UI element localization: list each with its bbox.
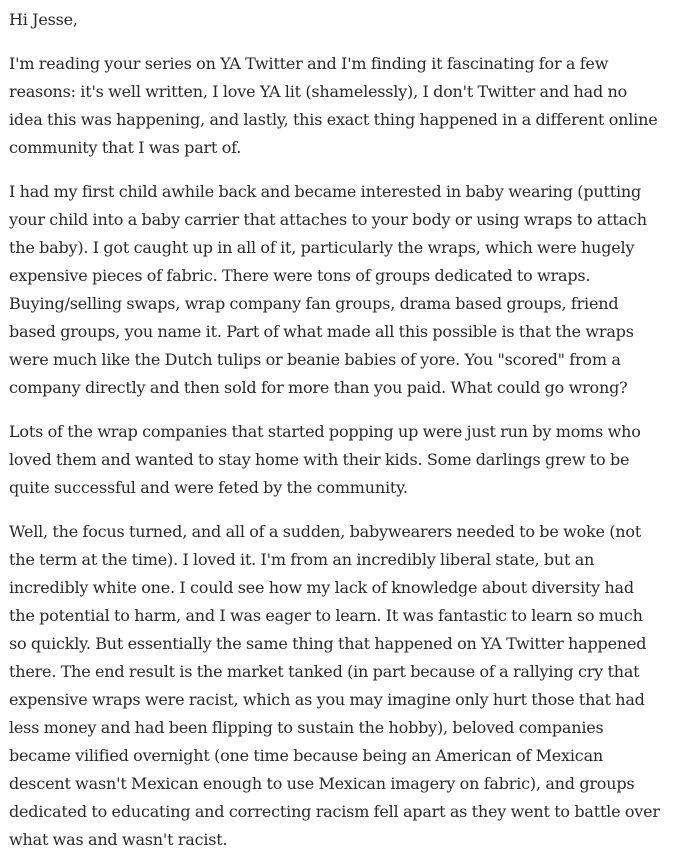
letter-greeting: Hi Jesse, <box>9 10 78 29</box>
letter-paragraph-1: I'm reading your series on YA Twitter and I'm finding it fascinating for a few reasons: it's well written, I love YA lit (shamelessly), I don't Twitter and had no idea this was happening, and lastly, this exact thing happened in a different online community that I was part of. <box>9 54 658 157</box>
letter-paragraph-2: I had my first child awhile back and became interested in baby wearing (putting your child into a baby carrier that attaches to your body or using wraps to attach the baby). I got caught up in all of it, particularly the wraps, which were hugely expensive pieces of fabric. There were tons of groups dedicated to wraps. Buying/selling swaps, wrap company fan groups, drama based groups, friend based groups, you name it. Part of what made all this possible is that the wraps were much like the Dutch tulips or beanie babies of yore. You "scored" from a company directly and then sold for more than you paid. What could go wrong? <box>9 182 647 397</box>
letter-paragraph-4: Well, the focus turned, and all of a sudden, babywearers needed to be woke (not the term at the time). I loved it. I'm from an incredibly liberal state, but an incredibly white one. I could see how my lack of knowledge about diversity had the potential to harm, and I was eager to learn. It was fantastic to learn so much so quickly. But essentially the same thing that happened on YA Twitter happened there. The end result is the market tanked (in part because of a rallying cry that expensive wraps were racist, which as you may imagine only hurt those that had less money and had been flipping to sustain the hobby), beloved companies became vilified overnight (one time because being an American of Mexican descent wasn't Mexican enough to use Mexican imagery on fabric), and groups dedicated to educating and correcting racism fell apart as they went to battle over what was and wasn't racist. <box>9 522 660 849</box>
letter-paragraph-3: Lots of the wrap companies that started popping up were just run by moms who loved them and wanted to stay home with their kids. Some darlings grew to be quite successful and were feted by the community. <box>9 422 641 497</box>
